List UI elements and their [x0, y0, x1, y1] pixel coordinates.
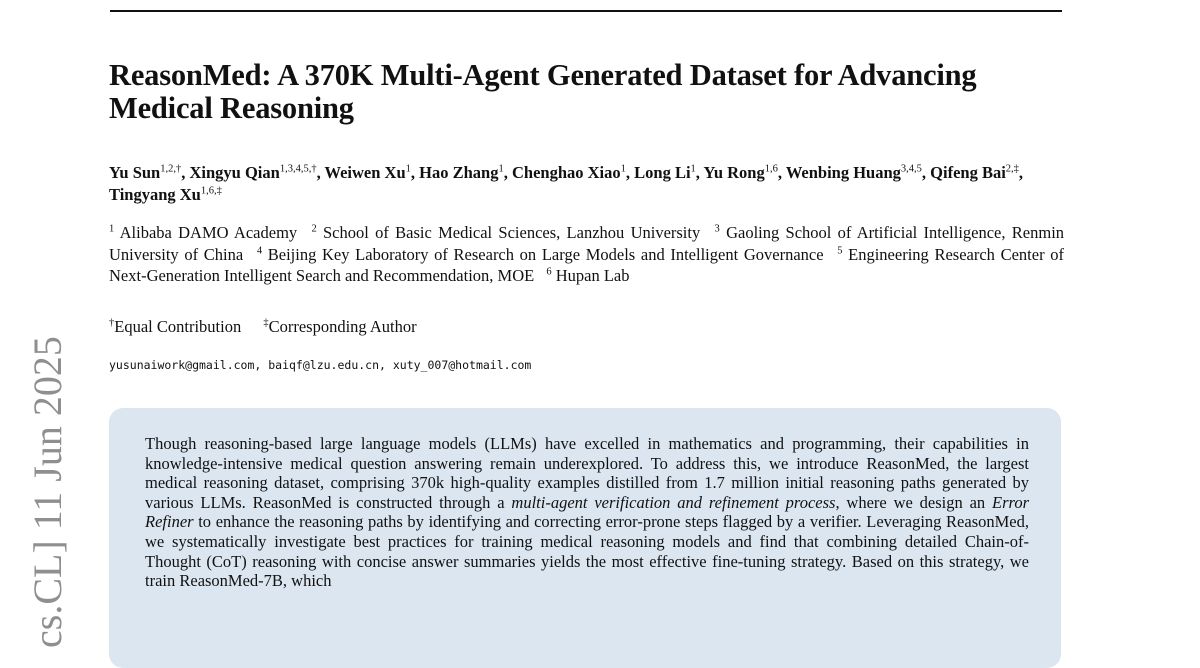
author: Hao Zhang$^1$ [419, 163, 504, 182]
paper-title: ReasonMed: A 370K Multi-Agent Generated Dataset for Advancing Medical Reasoning [109, 58, 977, 125]
author: Xingyu Qian$^{1,3,4,5,\dagger}$ [189, 163, 317, 182]
affiliation: $^5$ Engineering Research Center of Next-Generation Intelligent Search and Recommendation, MOE [109, 244, 1064, 285]
author: Yu Rong$^{1,6}$ [703, 163, 778, 182]
author: Yu Sun$^{1,2,\dagger}$ [109, 163, 182, 182]
author-list: Yu Sun$^{1,2,\dagger}$, Xingyu Qian$^{1,3,4,5,\dagger}$, Weiwen Xu$^1$, Hao Zhang$^1$, Chenghao Xiao$^1$, Long Li$^1$, Yu Rong$^{1,6}$, Wenbing Huang$^{3,4,5}$, Qifeng Bai$^{2,\ddagger}$, Tingyang $Xu^{1,6,\ddagger}$ [109, 163, 1024, 204]
author-emails: yusunaiwork@gmail.com, baiqf@lzu.edu.cn, xuty_007@hotmail.com [109, 358, 532, 372]
affiliation: $^6$ Hupan Lab [546, 266, 630, 285]
author: Weiwen Xu$^1$ [324, 163, 411, 182]
author: Wenbing Huang$^{3,4,5}$ [785, 163, 922, 182]
author: Tingyang $Xu^{1,6,\ddagger}$ [109, 185, 222, 204]
contribution-notes [109, 316, 1064, 338]
affiliation: $^3$ Gaoling School of Artificial Intelligence, Renmin University of China [109, 223, 1065, 264]
author: Long Li$^1$ [634, 163, 696, 182]
affiliation: $^2$ School of Basic Medical Sciences, Lanzhou University [311, 223, 701, 242]
author: Qifeng Bai$^{2,\ddagger}$ [930, 163, 1019, 182]
arxiv-stamp: cs.CL] 11 Jun 2025 [25, 336, 70, 648]
equal-contribution-note: †Equal Contribution [109, 317, 242, 336]
corresponding-author-note: ‡Corresponding Author [263, 317, 417, 336]
affiliation: $^4$ Beijing Key Laboratory of Research on Large Models and Intelligent Governance [256, 244, 824, 264]
header-rule [110, 10, 1062, 12]
author: Chenghao Xiao$^1$ [511, 163, 626, 182]
affiliation-list [109, 222, 1064, 287]
affiliation: $^1$ Alibaba DAMO Academy [109, 223, 298, 242]
abstract-text: Though reasoning-based large language models (LLMs) have excelled in mathematics and programming, their capabilities in knowledge-intensive medical question answering remain underexplored. To address this, we introduce ReasonMed, the largest medical reasoning dataset, comprising 370k high-quality examples distilled from 1.7 million initial reasoning paths generated by various LLMs. ReasonMed is constructed through a multi-agent verification and refinement process, where we design an Error Refiner to enhance the reasoning paths by identifying and correcting error-prone steps flagged by a verifier. Leveraging ReasonMed, we systematically investigate best practices for training medical reasoning models and find that combining detailed Chain-of-Thought (CoT) reasoning with concise answer summaries yields the most effective fine-tuning strategy. Based on this strategy, we train ReasonMed-7B, which [145, 434, 1029, 591]
